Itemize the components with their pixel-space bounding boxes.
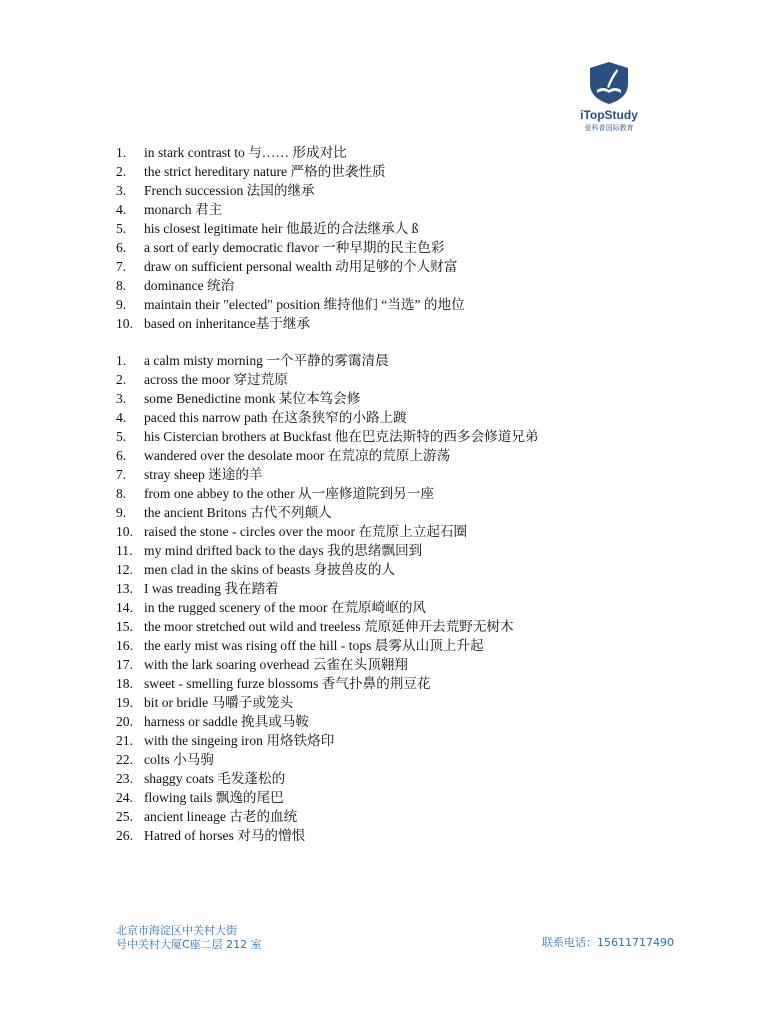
item-text: based on inheritance基于继承 <box>144 316 311 331</box>
item-number: 16. <box>116 638 133 653</box>
item-number: 21. <box>116 733 133 748</box>
item-text: paced this narrow path 在这条狭窄的小路上踱 <box>144 410 407 425</box>
item-text: I was treading 我在踏着 <box>144 581 279 596</box>
item-text: my mind drifted back to the days 我的思绪飘回到 <box>144 543 423 558</box>
item-text: his closest legitimate heir 他最近的合法继承人 ß <box>144 221 419 236</box>
footer-address-line-2: 号中关村大厦C座二层 212 室 <box>116 938 262 951</box>
item-number: 5. <box>116 429 127 444</box>
item-number: 24. <box>116 790 133 805</box>
item-number: 26. <box>116 828 133 843</box>
item-number: 25. <box>116 809 133 824</box>
item-text: flowing tails 飘逸的尾巴 <box>144 790 284 805</box>
item-text: harness or saddle 挽具或马鞍 <box>144 714 309 729</box>
item-text: in stark contrast to 与…… 形成对比 <box>144 145 347 160</box>
item-number: 14. <box>116 600 133 615</box>
item-number: 6. <box>116 448 127 463</box>
item-number: 7. <box>116 259 127 274</box>
item-text: wandered over the desolate moor 在荒凉的荒原上游荡 <box>144 448 451 463</box>
item-number: 11. <box>116 543 133 558</box>
item-text: shaggy coats 毛发蓬松的 <box>144 771 286 786</box>
item-number: 20. <box>116 714 133 729</box>
item-number: 10. <box>116 316 133 331</box>
item-text: the early mist was rising off the hill - tops 晨雾从山顶上升起 <box>144 638 484 653</box>
item-text: sweet - smelling furze blossoms 香气扑鼻的荆豆花 <box>144 676 431 691</box>
item-number: 2. <box>116 164 127 179</box>
item-number: 7. <box>116 467 127 482</box>
item-text: with the singeing iron 用烙铁烙印 <box>144 733 335 748</box>
item-text: Hatred of horses 对马的憎恨 <box>144 828 306 843</box>
item-number: 3. <box>116 183 127 198</box>
item-text: maintain their "elected" position 维持他们 “当选” 的地位 <box>144 297 465 312</box>
shield-book-quill-icon <box>587 60 631 106</box>
item-text: his Cistercian brothers at Buckfast 他在巴克法斯特的西多会修道兄弟 <box>144 429 539 444</box>
item-text: draw on sufficient personal wealth 动用足够的个人财富 <box>144 259 458 274</box>
item-text: bit or bridle 马嚼子或笼头 <box>144 695 294 710</box>
brand-logo <box>578 60 640 133</box>
footer-address <box>116 924 262 952</box>
item-text: the ancient Britons 古代不列颠人 <box>144 505 332 520</box>
item-number: 23. <box>116 771 133 786</box>
item-number: 17. <box>116 657 133 672</box>
item-number: 8. <box>116 486 127 501</box>
item-number: 19. <box>116 695 133 710</box>
item-number: 22. <box>116 752 133 767</box>
footer-phone: 联系电话：15611717490 <box>542 936 674 949</box>
item-text: monarch 君主 <box>144 202 223 217</box>
item-text: in the rugged scenery of the moor 在荒原崎岖的风 <box>144 600 427 615</box>
item-text: French succession 法国的继承 <box>144 183 315 198</box>
item-text: with the lark soaring overhead 云雀在头顶翱翔 <box>144 657 408 672</box>
item-number: 4. <box>116 410 127 425</box>
item-text: from one abbey to the other 从一座修道院到另一座 <box>144 486 434 501</box>
item-number: 10. <box>116 524 133 539</box>
item-number: 2. <box>116 372 127 387</box>
item-number: 3. <box>116 391 127 406</box>
item-number: 9. <box>116 297 127 312</box>
item-number: 18. <box>116 676 133 691</box>
footer-address-line-1: 北京市海淀区中关村大街 <box>116 924 237 937</box>
item-text: some Benedictine monk 某位本笃会修 <box>144 391 361 406</box>
item-text: ancient lineage 古老的血统 <box>144 809 298 824</box>
item-number: 1. <box>116 145 127 160</box>
item-number: 4. <box>116 202 127 217</box>
item-number: 6. <box>116 240 127 255</box>
item-text: a sort of early democratic flavor 一种早期的民主色彩 <box>144 240 445 255</box>
item-text: raised the stone - circles over the moor 在荒原上立起石圈 <box>144 524 468 539</box>
item-number: 15. <box>116 619 133 634</box>
item-number: 12. <box>116 562 133 577</box>
item-text: colts 小马驹 <box>144 752 214 767</box>
item-text: a calm misty morning 一个平静的雾霭清晨 <box>144 353 389 368</box>
item-number: 13. <box>116 581 133 596</box>
brand-subtitle: 爱科普国际教育 <box>584 124 634 132</box>
brand-name: iTopStudy <box>580 108 638 122</box>
item-number: 5. <box>116 221 127 236</box>
item-text: across the moor 穿过荒原 <box>144 372 288 387</box>
item-text: men clad in the skins of beasts 身披兽皮的人 <box>144 562 396 577</box>
item-text: dominance 统治 <box>144 278 235 293</box>
item-number: 8. <box>116 278 127 293</box>
item-text: the moor stretched out wild and treeless 荒原延伸开去荒野无树木 <box>144 619 514 634</box>
item-number: 1. <box>116 353 127 368</box>
item-text: the strict hereditary nature 严格的世袭性质 <box>144 164 386 179</box>
item-text: stray sheep 迷途的羊 <box>144 467 263 482</box>
item-number: 9. <box>116 505 127 520</box>
